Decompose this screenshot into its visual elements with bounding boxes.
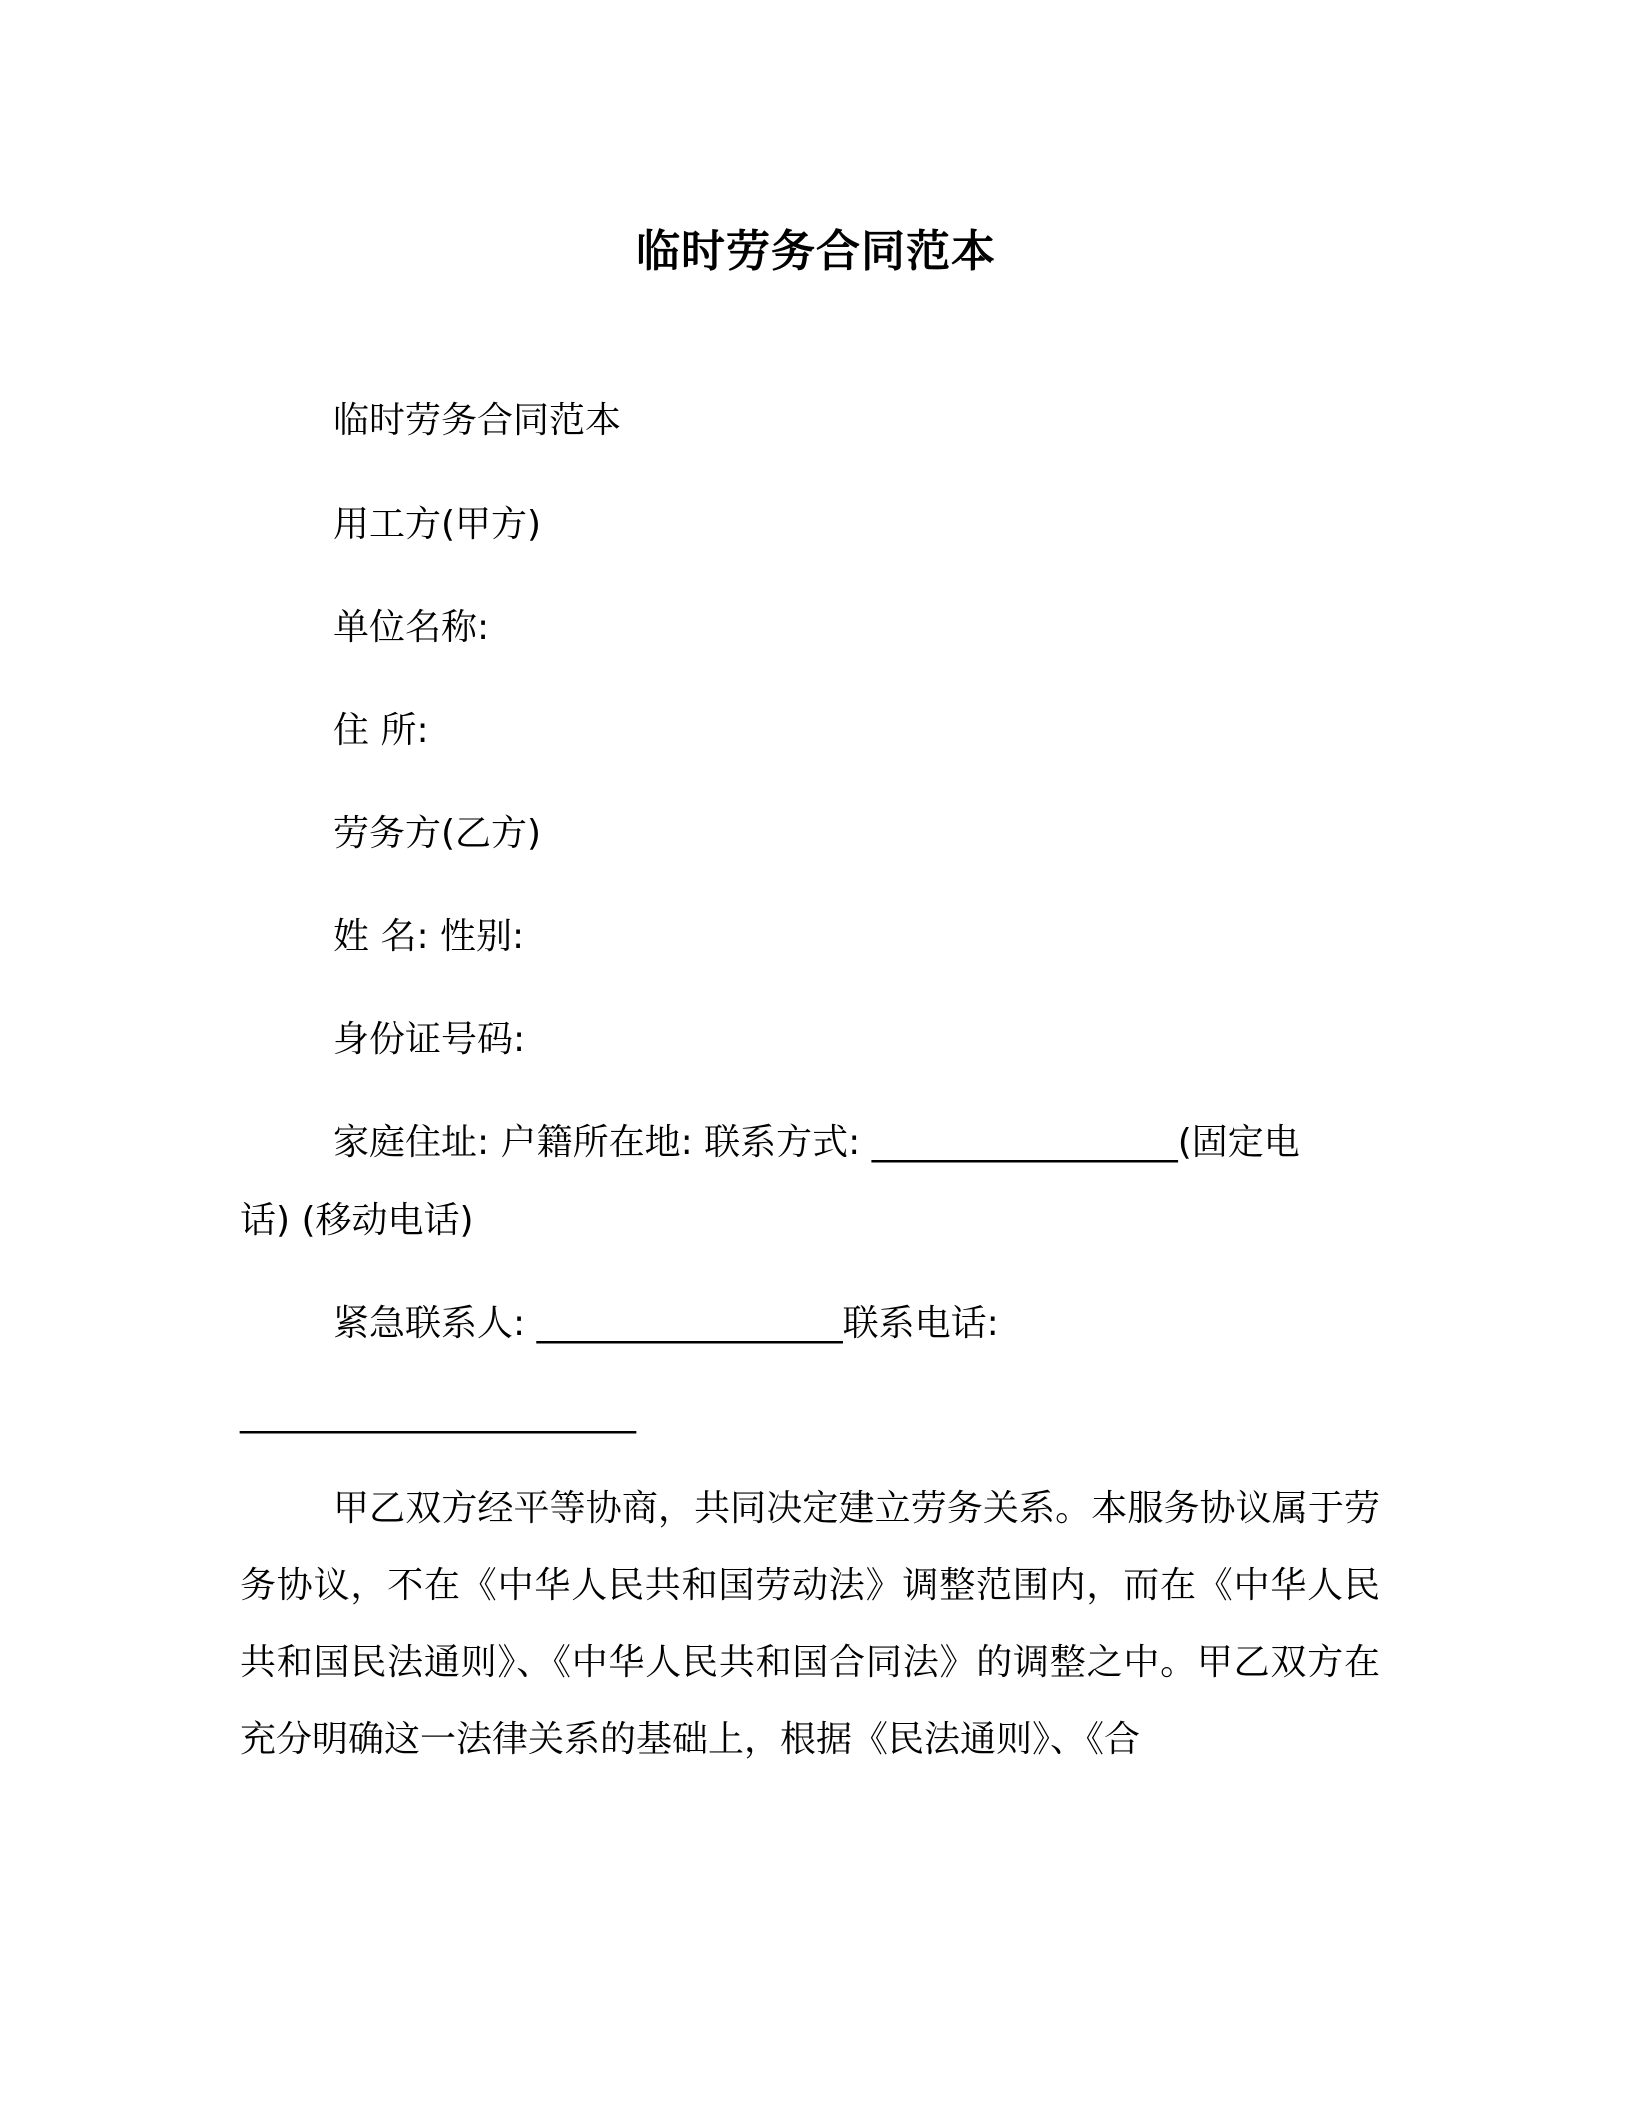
- document-title: 临时劳务合同范本: [636, 226, 996, 277]
- emergency-phone-blank: ______________________: [240, 1393, 636, 1434]
- contact-line-1: 家庭住址: 户籍所在地: 联系方式: _________________(固定电: [333, 1122, 1300, 1163]
- address-label: 住 所:: [333, 710, 429, 751]
- document-subtitle: 临时劳务合同范本: [333, 400, 622, 441]
- party-a-heading: 用工方(甲方): [333, 504, 542, 545]
- contact-line-2: 话) (移动电话): [240, 1200, 474, 1241]
- id-number-label: 身份证号码:: [333, 1019, 526, 1060]
- name-gender-label: 姓 名: 性别:: [333, 916, 525, 957]
- party-b-heading: 劳务方(乙方): [333, 813, 542, 854]
- unit-name-label: 单位名称:: [333, 607, 490, 648]
- emergency-contact-line: 紧急联系人: _________________联系电话:: [333, 1303, 999, 1344]
- body-paragraph: 甲乙双方经平等协商，共同决定建立劳务关系。本服务协议属于劳务协议，不在《中华人民共和国劳动法》调整范围内，而在《中华人民共和国民法通则》、《中华人民共和国合同法》的调整之中。甲乙双方在充分明确这一法律关系的基础上，根据《民法通则》、《合: [240, 1488, 1380, 1760]
